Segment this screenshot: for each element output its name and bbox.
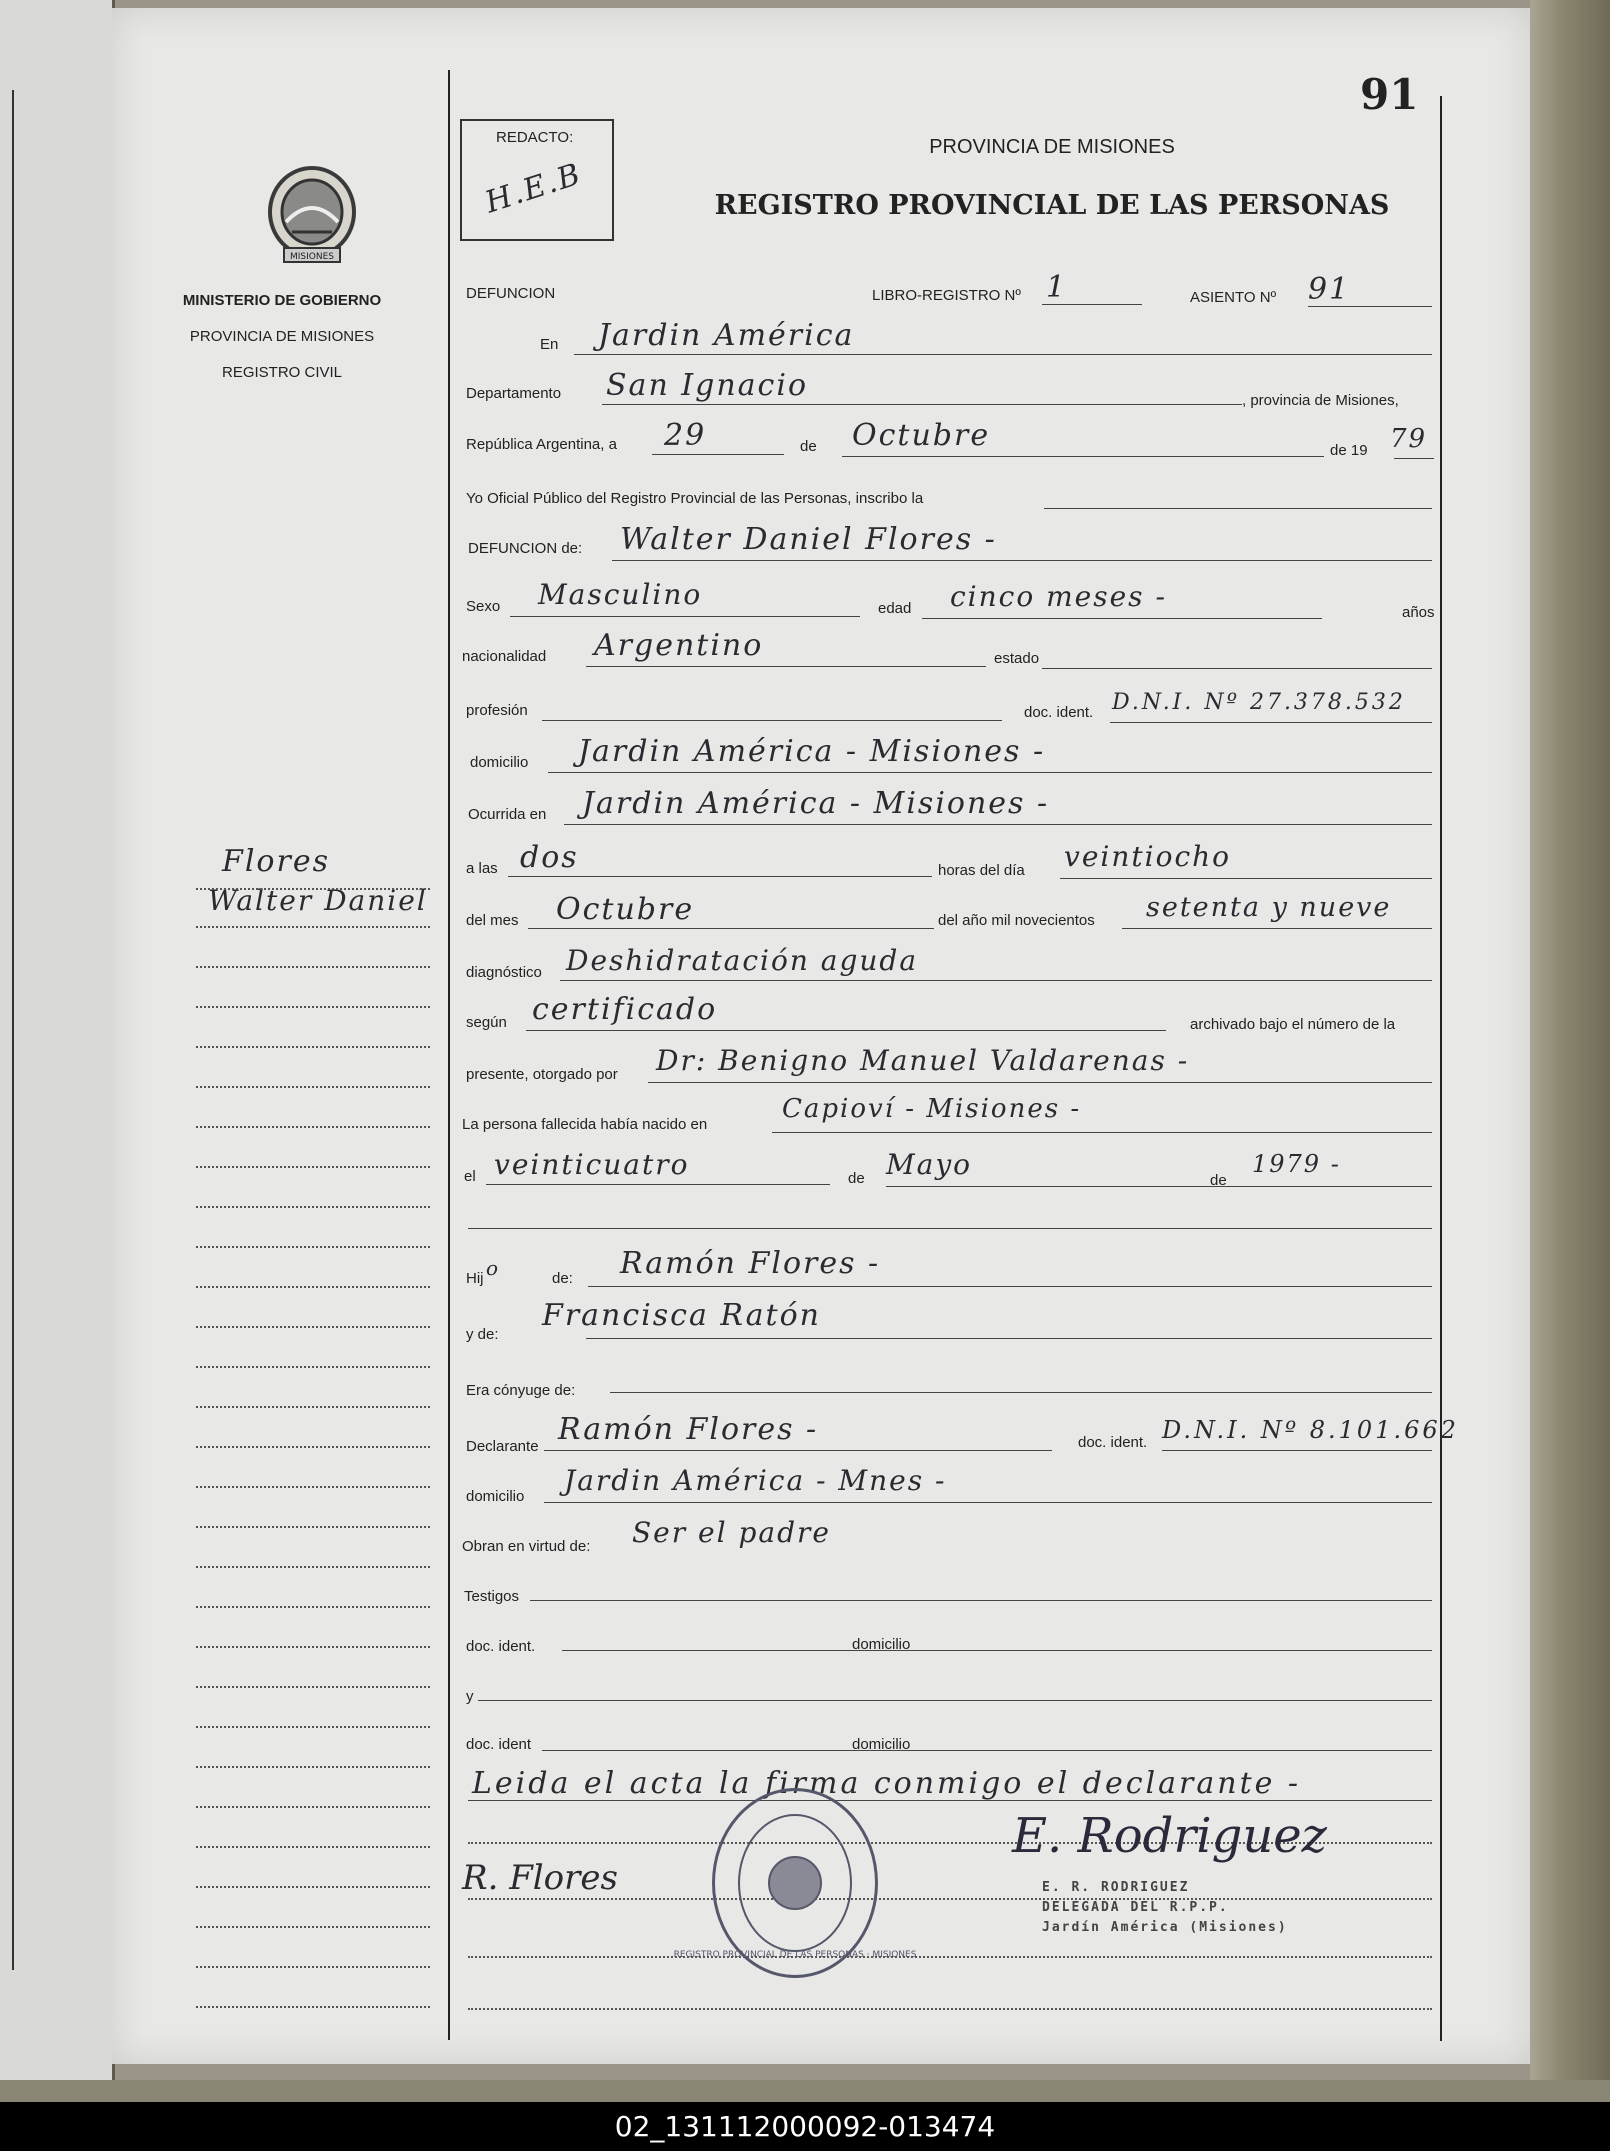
- obran-value: Ser el padre: [632, 1516, 831, 1549]
- header-title: REGISTRO PROVINCIAL DE LAS PERSONAS: [714, 190, 1390, 221]
- label-y: y: [466, 1688, 474, 1705]
- label-sexo: Sexo: [466, 598, 501, 615]
- misiones-emblem: [262, 164, 362, 270]
- label-declarante-doc: doc. ident.: [1078, 1434, 1148, 1451]
- ano-value: 79: [1390, 424, 1428, 454]
- margin-note-names: Walter Daniel: [208, 884, 428, 917]
- asiento-value: 91: [1308, 272, 1351, 307]
- book-spine-edge: [1530, 0, 1610, 2080]
- label-hij: Hij: [466, 1270, 484, 1287]
- ocurrida-en-value: Jardin América - Misiones -: [582, 786, 1050, 821]
- label-testigos: Testigos: [464, 1588, 520, 1605]
- right-rule: [1440, 96, 1442, 2041]
- label-anos: años: [1402, 604, 1435, 621]
- nac-mes-value: Mayo: [886, 1148, 973, 1181]
- nacionalidad-value: Argentino: [594, 628, 764, 663]
- label-provincia-de: , provincia de Misiones,: [1242, 392, 1399, 409]
- label-testigo1-domicilio: domicilio: [852, 1636, 911, 1653]
- label-yo-oficial: Yo Oficial Público del Registro Provincial de las Personas, inscribo la: [466, 490, 924, 507]
- label-departamento: Departamento: [466, 385, 562, 402]
- closing-statement: Leida el acta la firma conmigo el declarante -: [472, 1766, 1302, 1801]
- label-asiento: ASIENTO Nº: [1190, 289, 1277, 306]
- label-nacido-en: La persona fallecida había nacido en: [462, 1116, 708, 1133]
- official-stamp: [1042, 1878, 1288, 1938]
- declarante-doc-value: D.N.I. Nº 8.101.662: [1162, 1416, 1459, 1444]
- redacto-initials: H.E.B: [481, 156, 587, 221]
- padre-value: Ramón Flores -: [620, 1246, 881, 1281]
- redacto-box: [460, 119, 614, 241]
- label-doc-ident: doc. ident.: [1024, 704, 1094, 721]
- libro-registro-value: 1: [1046, 270, 1068, 305]
- label-edad: edad: [878, 600, 912, 617]
- margin-note-surname: Flores: [222, 844, 330, 879]
- defuncion-de-value: Walter Daniel Flores -: [620, 522, 997, 557]
- label-era-conyuge: Era cónyuge de:: [466, 1382, 576, 1399]
- label-del-mes: del mes: [466, 912, 519, 929]
- edad-value: cinco meses -: [950, 580, 1167, 613]
- scan-bottom-band: [0, 2080, 1610, 2102]
- label-defuncion: DEFUNCION: [466, 285, 556, 302]
- header-province: PROVINCIA DE MISIONES: [929, 136, 1175, 158]
- file-id-bar: 02_131112000092-013474: [0, 2102, 1610, 2151]
- label-libro-registro: LIBRO-REGISTRO Nº: [872, 287, 1021, 304]
- label-en: En: [540, 336, 559, 353]
- label-estado: estado: [994, 650, 1040, 667]
- label-el-de-mes: de: [848, 1170, 865, 1187]
- del-ano-value: setenta y nueve: [1146, 892, 1392, 923]
- label-diagnostico: diagnóstico: [466, 964, 542, 981]
- ministry-line1: MINISTERIO DE GOBIERNO: [182, 292, 382, 309]
- dia-value: 29: [664, 418, 707, 453]
- en-value: Jardin América: [598, 318, 855, 353]
- label-el-de-ano: de: [1210, 1172, 1227, 1189]
- label-defuncion-de: DEFUNCION de:: [468, 540, 583, 557]
- sexo-value: Masculino: [538, 578, 703, 611]
- label-a-las: a las: [466, 860, 498, 877]
- hij-suffix: o: [486, 1256, 501, 1280]
- official-stamp-role: DELEGADA DEL R.P.P.: [1042, 1900, 1229, 1915]
- label-de-mes: de: [800, 438, 817, 455]
- departamento-value: San Ignacio: [606, 368, 809, 403]
- official-stamp-location: Jardín América (Misiones): [1042, 1920, 1288, 1935]
- domicilio-value: Jardin América - Misiones -: [578, 734, 1046, 769]
- label-horas-del-dia: horas del día: [938, 862, 1025, 879]
- declarant-signature: R. Flores: [462, 1858, 618, 1898]
- mes-value: Octubre: [852, 418, 991, 453]
- otorgado-por-value: Dr: Benigno Manuel Valdarenas -: [656, 1044, 1190, 1077]
- official-stamp-name: E. R. RODRIGUEZ: [1042, 1880, 1190, 1895]
- ministry-line2: PROVINCIA DE MISIONES: [189, 328, 375, 345]
- del-mes-value: Octubre: [556, 892, 695, 927]
- label-nacionalidad: nacionalidad: [462, 648, 547, 665]
- label-testigo2-domicilio: domicilio: [852, 1736, 911, 1753]
- label-domicilio: domicilio: [470, 754, 529, 771]
- nacido-en-value: Capioví - Misiones -: [782, 1094, 1082, 1124]
- label-hij-de: de:: [552, 1270, 573, 1287]
- registry-seal: [673, 1788, 917, 1978]
- margin-rule: [448, 70, 450, 2040]
- previous-page-edge: [0, 0, 115, 2080]
- doc-ident-value: D.N.I. Nº 27.378.532: [1112, 690, 1406, 715]
- diagnostico-value: Deshidratación aguda: [566, 944, 919, 977]
- label-segun: según: [466, 1014, 507, 1031]
- register-page: [112, 8, 1530, 2064]
- label-presente: presente, otorgado por: [466, 1066, 618, 1083]
- label-de-19: de 19: [1330, 442, 1368, 459]
- label-del-ano: del año mil novecientos: [938, 912, 1095, 929]
- declarante-domicilio-value: Jardin América - Mnes -: [564, 1464, 947, 1497]
- seal-text: REGISTRO PROVINCIAL DE LAS PERSONAS · MISIONES: [673, 1950, 917, 1960]
- nac-ano-value: 1979 -: [1252, 1150, 1341, 1178]
- a-las-value: dos: [520, 840, 579, 875]
- horas-dia-value: veintiocho: [1064, 840, 1232, 873]
- label-obran: Obran en virtud de:: [462, 1538, 591, 1555]
- label-archivado: archivado bajo el número de la: [1190, 1016, 1396, 1033]
- label-declarante-domicilio: domicilio: [466, 1488, 525, 1505]
- redacto-label: REDACTO:: [496, 129, 574, 146]
- official-signature: E. Rodriguez: [1012, 1808, 1327, 1864]
- label-declarante: Declarante: [466, 1438, 539, 1455]
- label-republica: República Argentina, a: [466, 436, 617, 453]
- label-testigo2-doc: doc. ident: [466, 1736, 532, 1753]
- label-profesion: profesión: [466, 702, 528, 719]
- ministry-line3: REGISTRO CIVIL: [221, 364, 343, 381]
- nac-dia-value: veinticuatro: [494, 1148, 690, 1181]
- label-y-de: y de:: [466, 1326, 499, 1343]
- declarante-value: Ramón Flores -: [558, 1412, 819, 1447]
- label-el: el: [464, 1168, 476, 1185]
- label-ocurrida-en: Ocurrida en: [468, 806, 547, 823]
- emblem-text: MISIONES: [289, 252, 335, 262]
- madre-value: Francisca Ratón: [542, 1298, 821, 1333]
- segun-value: certificado: [532, 992, 718, 1027]
- page-number: 91: [1360, 70, 1419, 119]
- label-testigo1-doc: doc. ident.: [466, 1638, 536, 1655]
